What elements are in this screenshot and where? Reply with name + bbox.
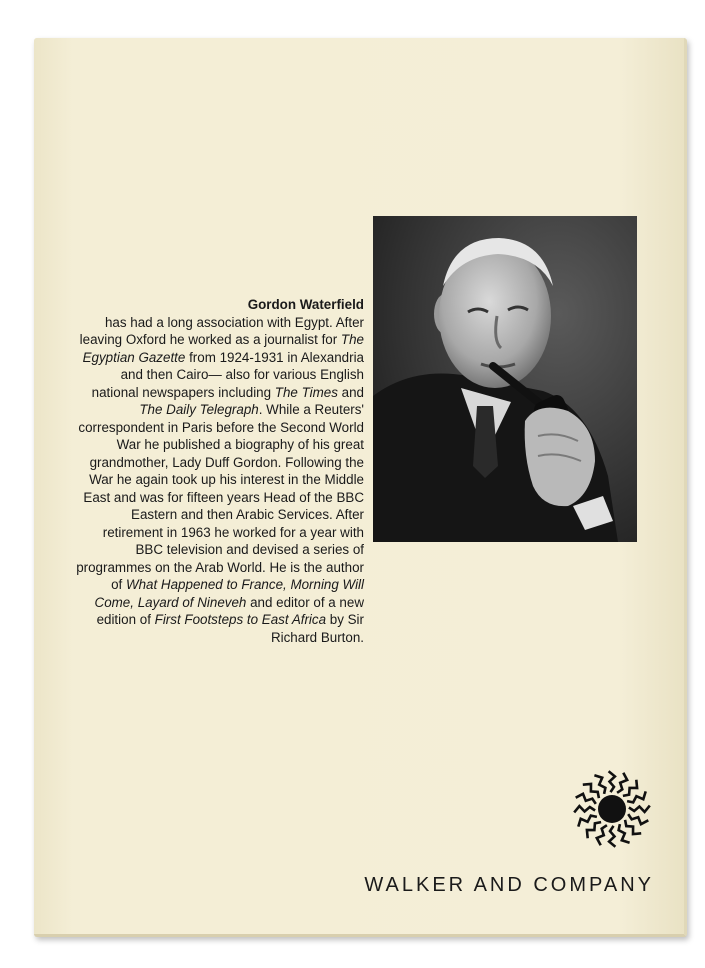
logo-ray bbox=[574, 806, 595, 812]
author-photo bbox=[373, 216, 637, 542]
bio-segment: . While a Reuters' correspondent in Paris before the Second World War he published a biography of his great grandmother, Lady Duff Gordon. Following the War he again took up his interest in the Middle East and was for fifteen years Head of the BBC Eastern and then Arabic Services. After retirement in 1963 he worked for a year with BBC television and devised a series of programmes on the Arab World. He is the author of bbox=[76, 402, 364, 592]
logo-ray bbox=[629, 806, 650, 812]
logo-ray bbox=[628, 814, 648, 824]
bio-segment: and bbox=[337, 384, 364, 400]
author-name: Gordon Waterfield bbox=[247, 297, 364, 312]
logo-ray bbox=[576, 794, 596, 804]
book-back-cover bbox=[34, 38, 687, 937]
bio-segment: and editor of a new edition of bbox=[96, 594, 364, 627]
author-bio-text bbox=[74, 314, 364, 647]
logo-ray bbox=[609, 826, 615, 847]
sunburst-logo-icon bbox=[571, 768, 653, 850]
logo-ray bbox=[597, 825, 607, 845]
bio-segment: from 1924-1931 in Alexandria and then Cairo— also for various English national newspapers including bbox=[91, 349, 364, 400]
logo-ray bbox=[617, 773, 627, 793]
bio-title-italic: The Times bbox=[274, 384, 338, 400]
bio-title-italic: The Daily Telegraph bbox=[139, 402, 259, 417]
logo-ray bbox=[609, 771, 615, 792]
author-portrait-image bbox=[373, 216, 637, 542]
bio-segment: by Sir Richard Burton. bbox=[270, 612, 364, 645]
bio-title-italic: The Egyptian Gazette bbox=[82, 332, 364, 365]
author-bio bbox=[74, 296, 364, 646]
publisher-name: WALKER AND COMPANY bbox=[364, 874, 654, 896]
bio-title-italic: First Footsteps to East Africa bbox=[154, 612, 327, 627]
bio-segment: has had a long association with Egypt. After leaving Oxford he worked as a journalist for bbox=[79, 314, 364, 347]
bio-title-italic: What Happened to France, Morning Will Come, Layard of Nineveh bbox=[94, 577, 364, 610]
logo-center bbox=[598, 795, 626, 823]
